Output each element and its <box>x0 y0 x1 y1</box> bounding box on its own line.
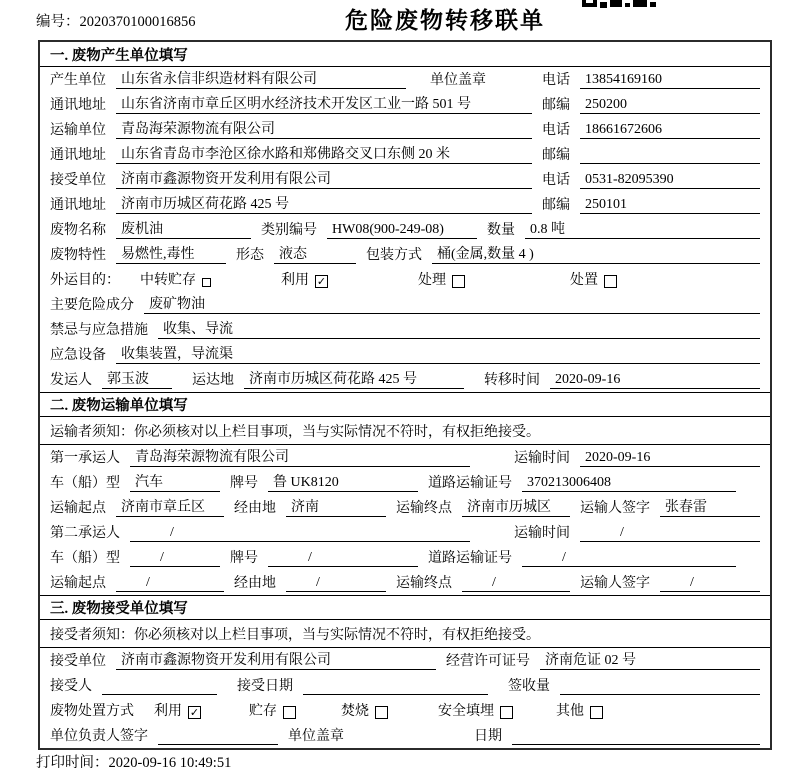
transporter-phone-value: 18661672606 <box>580 122 760 139</box>
receiving-date-value <box>303 694 488 695</box>
first-route-row <box>40 495 770 520</box>
waste-name-label: 废物名称 <box>50 223 106 238</box>
producer-phone-value: 13854169160 <box>580 72 760 89</box>
second-origin-label: 运输起点 <box>50 576 106 591</box>
purpose-option-treat-label: 处理 <box>418 273 446 288</box>
producer-value: 山东省永信非织造材料有限公司 <box>116 68 406 89</box>
packing-value: 桶(金属,数量 4 ) <box>432 243 760 264</box>
receiver-phone-label: 电话 <box>542 173 570 188</box>
first-road-license-value: 370213006408 <box>522 475 736 492</box>
taboo-measures-row <box>40 317 770 342</box>
second-origin-value: / <box>116 575 224 592</box>
disposal-option-incinerate <box>341 700 388 720</box>
receiver-seal-label: 单位盖章 <box>288 729 344 744</box>
producer-address-row <box>40 92 770 117</box>
disposal-option-utilize <box>154 700 201 720</box>
print-time-value: 2020-09-16 10:49:51 <box>108 755 232 768</box>
first-plate-value: 鲁 UK8120 <box>268 471 418 492</box>
signed-quantity-label: 签收量 <box>508 679 550 694</box>
disposal-option-utilize-label: 利用 <box>154 704 182 719</box>
section1-header: 一. 废物产生单位填写 <box>40 42 770 67</box>
waste-category-label: 类别编号 <box>261 223 317 238</box>
purpose-option-treat <box>418 269 465 289</box>
producer-label: 产生单位 <box>50 73 106 88</box>
print-time-label: 打印时间： <box>36 755 109 768</box>
second-terminus-label: 运输终点 <box>396 576 452 591</box>
second-road-license-value: / <box>522 550 736 567</box>
manifest-form <box>38 40 772 750</box>
transfer-purpose-row <box>40 267 770 292</box>
dispatch-row <box>40 367 770 392</box>
hazard-component-label: 主要危险成分 <box>50 298 134 313</box>
hazard-component-row <box>40 292 770 317</box>
emergency-equipment-label: 应急设备 <box>50 348 106 363</box>
second-plate-label: 牌号 <box>230 551 258 566</box>
first-transport-time-label: 运输时间 <box>514 451 570 466</box>
purpose-storage-checkbox <box>202 278 211 287</box>
serial-number-label: 编号： <box>36 14 80 30</box>
receiver-zip-label: 邮编 <box>542 198 570 213</box>
first-road-license-label: 道路运输证号 <box>428 476 512 491</box>
disposal-option-landfill <box>438 700 513 720</box>
receiver-zip-value: 250101 <box>580 197 760 214</box>
purpose-dispose-checkbox <box>604 275 617 288</box>
second-route-row <box>40 570 770 595</box>
transporter-value: 青岛海荣源物流有限公司 <box>116 118 532 139</box>
second-transport-time-value: / <box>580 525 760 542</box>
first-plate-label: 牌号 <box>230 476 258 491</box>
second-via-value: / <box>286 575 386 592</box>
receiver-row <box>40 167 770 192</box>
receiving-date-label: 接受日期 <box>237 679 293 694</box>
purpose-option-utilize <box>281 269 328 289</box>
receiver-address-row <box>40 192 770 217</box>
first-via-value: 济南 <box>286 496 386 517</box>
transporter-row <box>40 117 770 142</box>
first-signature-label: 运输人签字 <box>580 501 650 516</box>
receiver-address-value: 济南市历城区荷花路 425 号 <box>116 193 532 214</box>
disposal-utilize-checkbox: ✓ <box>189 706 200 719</box>
first-vehicle-row <box>40 470 770 495</box>
second-plate-value: / <box>268 550 418 567</box>
second-carrier-row <box>40 520 770 545</box>
receiving-person-row <box>40 673 770 698</box>
waste-traits-value: 易燃性,毒性 <box>116 243 226 264</box>
producer-address-label: 通讯地址 <box>50 98 106 113</box>
consignor-label: 发运人 <box>50 373 92 388</box>
waste-name-value: 废机油 <box>116 218 251 239</box>
emergency-equipment-value: 收集装置，导流渠 <box>116 343 760 364</box>
purpose-treat-checkbox <box>452 275 465 288</box>
receiver-phone-value: 0531-82095390 <box>580 172 760 189</box>
producer-zip-value: 250200 <box>580 97 760 114</box>
waste-form-value: 液态 <box>274 243 356 264</box>
second-road-license-label: 道路运输证号 <box>428 551 512 566</box>
receiving-unit-row <box>40 648 770 673</box>
transfer-time-label: 转移时间 <box>484 373 540 388</box>
producer-phone-label: 电话 <box>542 73 570 88</box>
transporter-notice-row <box>40 417 770 445</box>
waste-name-row <box>40 217 770 242</box>
producer-row <box>40 67 770 92</box>
first-terminus-label: 运输终点 <box>396 501 452 516</box>
section2-header: 二. 废物运输单位填写 <box>40 392 770 417</box>
second-signature-label: 运输人签字 <box>580 576 650 591</box>
transporter-label: 运输单位 <box>50 123 106 138</box>
destination-value: 济南市历城区荷花路 425 号 <box>244 368 464 389</box>
disposal-option-landfill-label: 安全填埋 <box>438 704 494 719</box>
purpose-option-dispose-label: 处置 <box>570 273 598 288</box>
first-transport-time-value: 2020-09-16 <box>580 450 760 467</box>
second-via-label: 经由地 <box>234 576 276 591</box>
disposal-landfill-checkbox <box>500 706 513 719</box>
disposal-other-checkbox <box>590 706 603 719</box>
receiving-unit-label: 接受单位 <box>50 654 106 669</box>
producer-address-value: 山东省济南市章丘区明水经济技术开发区工业一路 501 号 <box>116 93 532 114</box>
first-origin-label: 运输起点 <box>50 501 106 516</box>
transporter-address-value: 山东省青岛市李沧区徐水路和郑佛路交叉口东侧 20 米 <box>116 143 532 164</box>
purpose-utilize-checkbox: ✓ <box>316 275 327 288</box>
transfer-time-value: 2020-09-16 <box>550 372 760 389</box>
receiving-person-value <box>102 694 217 695</box>
receiving-unit-value: 济南市鑫源物资开发利用有限公司 <box>116 649 436 670</box>
emergency-equipment-row <box>40 342 770 367</box>
responsible-signature-value <box>158 744 278 745</box>
consignor-value: 郭玉波 <box>102 368 172 389</box>
first-terminus-value: 济南市历城区 <box>462 496 570 517</box>
purpose-option-utilize-label: 利用 <box>281 273 309 288</box>
purpose-option-storage-label: 中转贮存 <box>140 273 196 288</box>
first-carrier-label: 第一承运人 <box>50 451 120 466</box>
unit-seal-label: 单位盖章 <box>430 73 486 88</box>
disposal-option-incinerate-label: 焚烧 <box>341 704 369 719</box>
receiver-notice-row <box>40 620 770 648</box>
second-transport-time-label: 运输时间 <box>514 526 570 541</box>
transporter-address-label: 通讯地址 <box>50 148 106 163</box>
second-terminus-value: / <box>462 575 570 592</box>
first-via-label: 经由地 <box>234 501 276 516</box>
first-vehicle-type-value: 汽车 <box>130 471 220 492</box>
purpose-option-storage <box>140 269 211 289</box>
signed-quantity-value <box>560 694 760 695</box>
business-license-label: 经营许可证号 <box>446 654 530 669</box>
disposal-incinerate-checkbox <box>375 706 388 719</box>
disposal-option-store-label: 贮存 <box>249 704 277 719</box>
disposal-option-other <box>556 700 603 720</box>
disposal-method-row <box>40 698 770 723</box>
business-license-value: 济南危证 02 号 <box>540 649 760 670</box>
receiver-label: 接受单位 <box>50 173 106 188</box>
qr-code-fragment-icon <box>582 0 656 8</box>
receiving-person-label: 接受人 <box>50 679 92 694</box>
second-carrier-value: / <box>130 525 470 542</box>
transporter-phone-label: 电话 <box>542 123 570 138</box>
receiver-value: 济南市鑫源物资开发利用有限公司 <box>116 168 532 189</box>
second-vehicle-type-label: 车（船）型 <box>50 551 120 566</box>
disposal-option-other-label: 其他 <box>556 704 584 719</box>
transporter-zip-label: 邮编 <box>542 148 570 163</box>
waste-quantity-label: 数量 <box>487 223 515 238</box>
section3-header: 三. 废物接受单位填写 <box>40 595 770 620</box>
second-signature-value: / <box>660 575 760 592</box>
first-carrier-value: 青岛海荣源物流有限公司 <box>130 446 470 467</box>
receiver-date-label: 日期 <box>474 729 502 744</box>
hazard-component-value: 废矿物油 <box>144 293 760 314</box>
disposal-store-checkbox <box>283 706 296 719</box>
receiver-notice-text: 接受者须知：你必须核对以上栏目事项，当与实际情况不符时，有权拒绝接受。 <box>50 627 540 643</box>
first-vehicle-type-label: 车（船）型 <box>50 476 120 491</box>
first-signature-value: 张春雷 <box>660 496 760 517</box>
waste-traits-label: 废物特性 <box>50 248 106 263</box>
purpose-option-dispose <box>570 269 617 289</box>
first-carrier-row <box>40 445 770 470</box>
receiver-address-label: 通讯地址 <box>50 198 106 213</box>
disposal-method-label: 废物处置方式 <box>50 704 134 719</box>
waste-traits-row <box>40 242 770 267</box>
page-title: 危险废物转移联单 <box>345 8 545 33</box>
print-time-line <box>36 751 231 768</box>
serial-number-value: 2020370100016856 <box>79 14 196 30</box>
transfer-purpose-label: 外运目的： <box>50 273 120 288</box>
responsible-signature-label: 单位负责人签字 <box>50 729 148 744</box>
producer-zip-label: 邮编 <box>542 98 570 113</box>
transporter-zip-value <box>580 163 760 164</box>
receiver-date-value <box>512 744 760 745</box>
destination-label: 运达地 <box>192 373 234 388</box>
waste-category-value: HW08(900-249-08) <box>327 222 477 239</box>
waste-form-label: 形态 <box>236 248 264 263</box>
responsible-signature-row <box>40 723 770 748</box>
second-vehicle-type-value: / <box>130 550 220 567</box>
first-origin-value: 济南市章丘区 <box>116 496 224 517</box>
packing-label: 包装方式 <box>366 248 422 263</box>
taboo-measures-label: 禁忌与应急措施 <box>50 323 148 338</box>
disposal-option-store <box>249 700 296 720</box>
waste-quantity-value: 0.8 吨 <box>525 218 760 239</box>
transporter-address-row <box>40 142 770 167</box>
second-vehicle-row <box>40 545 770 570</box>
transporter-notice-text: 运输者须知：你必须核对以上栏目事项，当与实际情况不符时，有权拒绝接受。 <box>50 424 540 440</box>
second-carrier-label: 第二承运人 <box>50 526 120 541</box>
taboo-measures-value: 收集、导流 <box>158 318 760 339</box>
